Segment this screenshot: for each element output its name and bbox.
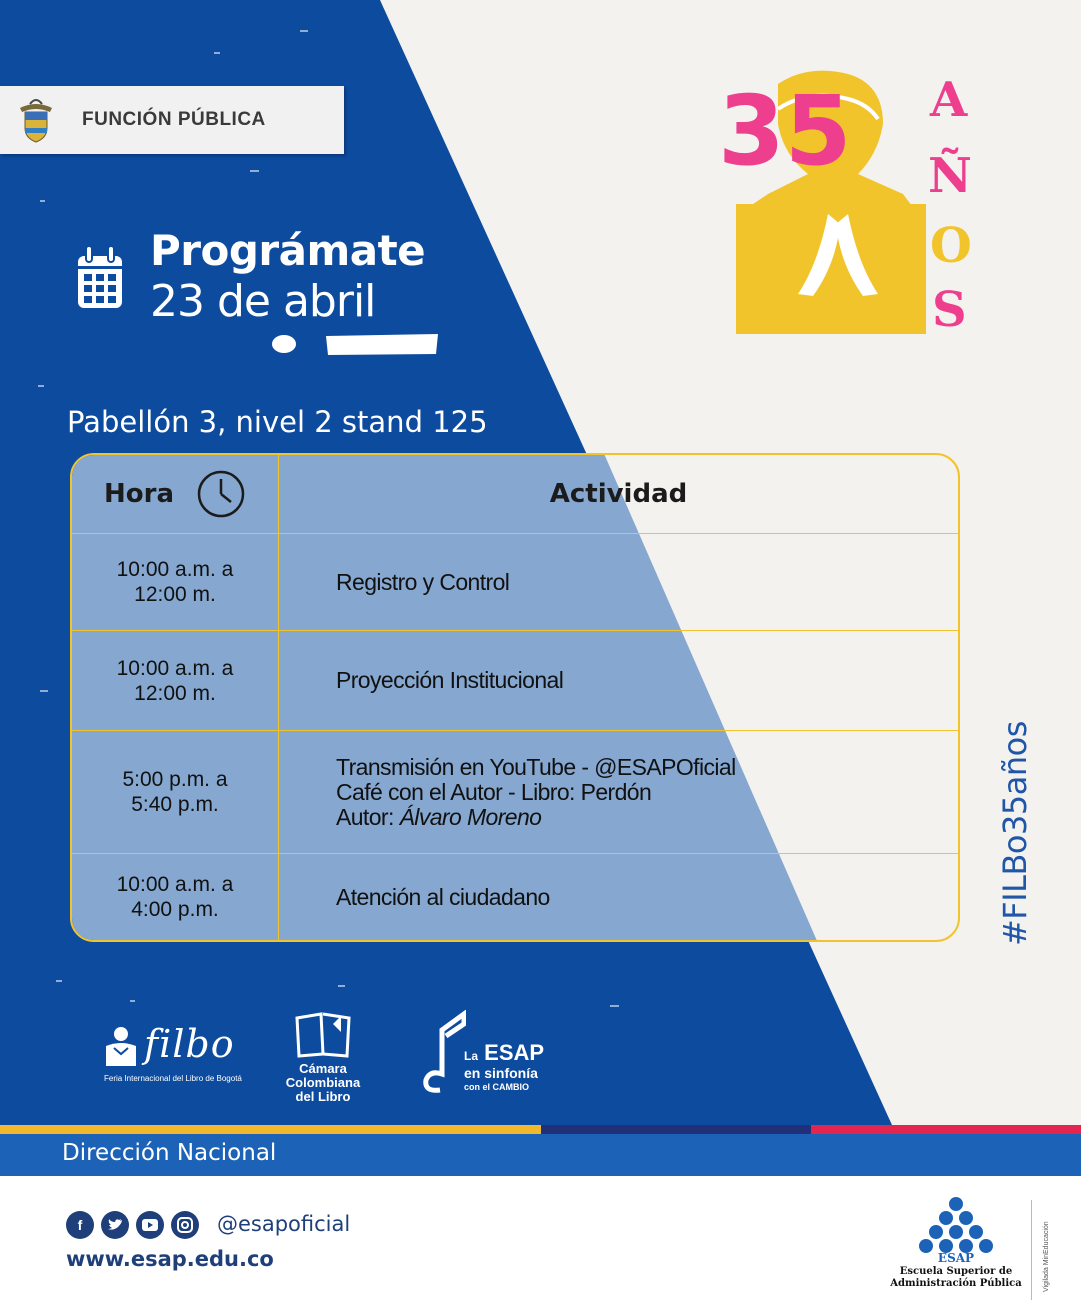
stripe-navy bbox=[541, 1125, 811, 1134]
35-anos-badge bbox=[718, 64, 978, 344]
time-cell: 10:00 a.m. a 4:00 p.m. bbox=[72, 854, 279, 941]
hashtag: #FILBo35años bbox=[996, 721, 1034, 946]
clock-icon bbox=[196, 469, 246, 519]
activity-cell: Proyección Institucional bbox=[279, 631, 959, 731]
table-row bbox=[72, 731, 958, 854]
header-bar bbox=[0, 86, 344, 154]
activity-cell: Registro y Control bbox=[279, 534, 959, 631]
svg-text:Ñ: Ñ bbox=[928, 148, 972, 204]
svg-text:A: A bbox=[930, 72, 968, 128]
activity-cell: Atención al ciudadano bbox=[279, 854, 959, 941]
instagram-icon[interactable] bbox=[171, 1211, 199, 1239]
brand-name: FUNCIÓN PÚBLICA bbox=[82, 109, 266, 130]
table-row bbox=[72, 631, 958, 731]
table-row bbox=[72, 854, 958, 941]
social-links bbox=[66, 1211, 199, 1239]
time-cell: 5:00 p.m. a 5:40 p.m. bbox=[72, 731, 279, 854]
table-header-row bbox=[72, 455, 958, 534]
esap-fullname: Escuela Superior de Administración Pública bbox=[890, 1266, 1022, 1289]
website-link[interactable]: www.esap.edu.co bbox=[66, 1247, 274, 1271]
svg-text:ESAP: ESAP bbox=[937, 1251, 975, 1265]
coat-of-arms-icon bbox=[10, 94, 62, 146]
time-cell: 10:00 a.m. a 12:00 m. bbox=[72, 534, 279, 631]
stripe-red bbox=[811, 1125, 1081, 1134]
filbo-wordmark: filbo bbox=[144, 1022, 235, 1066]
camara-colombiana-logo: Cámara Colombiana del Libro bbox=[276, 1010, 370, 1104]
esap-sinfonia-logo: La ESAP en sinfonía con el CAMBIO bbox=[420, 1010, 560, 1100]
youtube-icon[interactable] bbox=[136, 1211, 164, 1239]
schedule-table bbox=[70, 453, 960, 942]
footer-divider bbox=[1031, 1200, 1032, 1300]
filbo-reader-icon bbox=[104, 1026, 138, 1066]
direction-label: Dirección Nacional bbox=[62, 1140, 277, 1166]
book-icon bbox=[293, 1010, 353, 1058]
event-location: Pabellón 3, nivel 2 stand 125 bbox=[67, 405, 488, 439]
filbo-subtitle: Feria Internacional del Libro de Bogotá bbox=[104, 1074, 242, 1083]
twitter-icon[interactable] bbox=[101, 1211, 129, 1239]
table-row bbox=[72, 534, 958, 631]
svg-text:O: O bbox=[930, 218, 972, 274]
svg-text:35: 35 bbox=[718, 75, 852, 187]
activity-cell: Transmisión en YouTube - @ESAPOficial Café con el Autor - Libro: Perdón Autor: Álvaro Moreno bbox=[279, 731, 959, 854]
header-hora-label: Hora bbox=[104, 479, 174, 509]
facebook-icon[interactable]: f bbox=[66, 1211, 94, 1239]
time-cell: 10:00 a.m. a 12:00 m. bbox=[72, 631, 279, 731]
header-actividad: Actividad bbox=[279, 455, 959, 534]
brush-stroke-decoration bbox=[270, 328, 440, 360]
calendar-icon bbox=[76, 246, 124, 312]
schedule-grid bbox=[72, 455, 958, 940]
page-title: Prográmate bbox=[150, 226, 426, 275]
stripe-yellow bbox=[0, 1125, 541, 1134]
social-handle[interactable]: @esapoficial bbox=[217, 1212, 351, 1236]
vigilada-label: Vigilada MinEducación bbox=[1043, 1221, 1050, 1292]
header-hora bbox=[72, 455, 279, 534]
svg-text:S: S bbox=[932, 282, 967, 338]
music-note-icon bbox=[420, 1010, 466, 1094]
event-date: 23 de abril bbox=[150, 276, 376, 327]
